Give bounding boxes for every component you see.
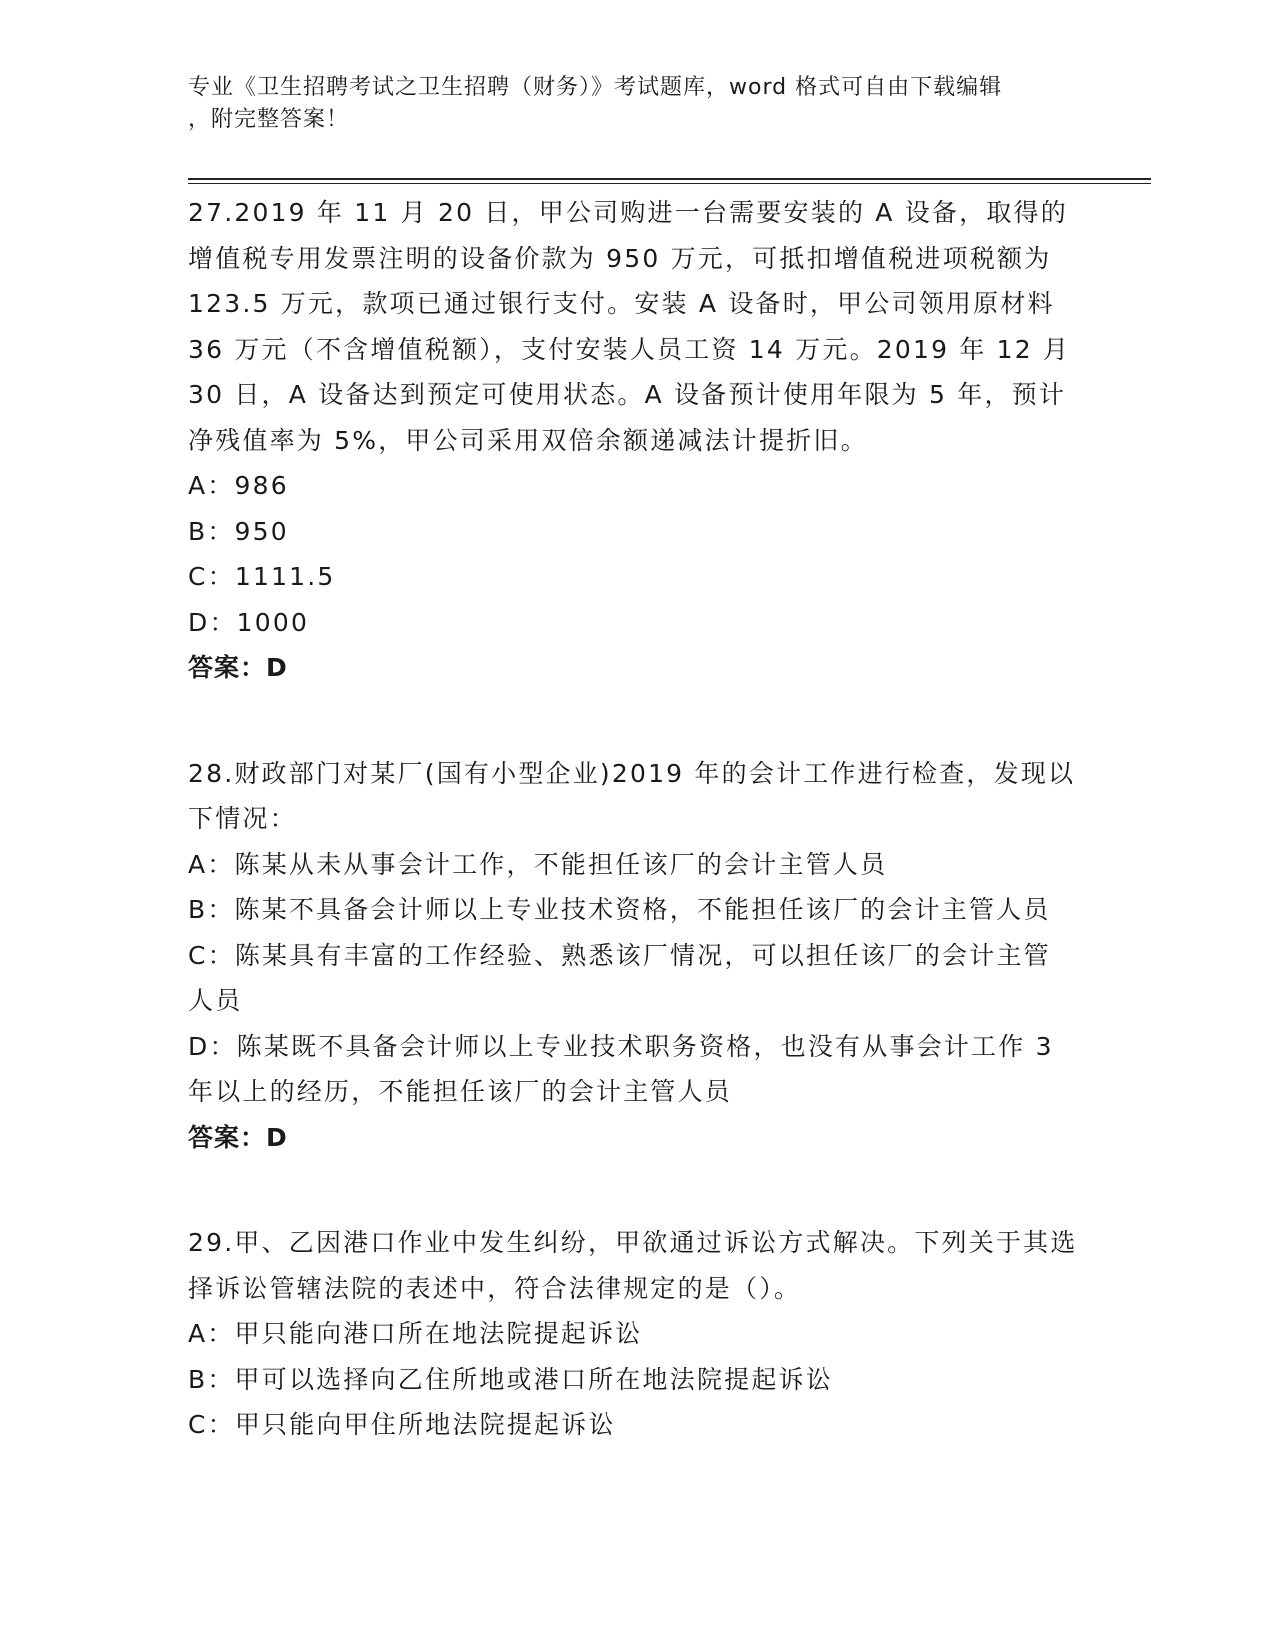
document-header	[188, 72, 1088, 136]
option-a: A：陈某从未从事会计工作，不能担任该厂的会计主管人员	[188, 849, 888, 879]
question-spacer	[188, 1160, 1078, 1220]
question-27	[188, 190, 1078, 691]
option-c: C：陈某具有丰富的工作经验、熟悉该厂情况，可以担任该厂的会计主管人员	[188, 940, 1051, 1015]
option-b: B：甲可以选择向乙住所地或港口所在地法院提起诉讼	[188, 1364, 833, 1394]
question-29	[188, 1220, 1078, 1448]
option-b: B：950	[188, 516, 289, 546]
option-a: A：甲只能向港口所在地法院提起诉讼	[188, 1319, 643, 1348]
question-stem: 27.2019 年 11 月 20 日，甲公司购进一台需要安装的 A 设备，取得的增值税专用发票注明的设备价款为 950 万元，可抵扣增值税进项税额为 123.5 万元，款项已通过银行支付。安装 A 设备时，甲公司领用原材料 36 万元（不含增值税额），支付安装人员工资 14 万元。2019 年 12 月 30 日，A 设备达到预定可使用状态。A 设备预计使用年限为 5 年，预计净残值率为 5%，甲公司采用双倍余额递减法计提折旧。	[188, 198, 1071, 455]
header-divider-thin	[188, 183, 1151, 184]
option-d: D：陈某既不具备会计师以上专业技术职务资格，也没有从事会计工作 3 年以上的经历，不能担任该厂的会计主管人员	[188, 1031, 1054, 1106]
question-list	[188, 190, 1078, 1448]
question-stem: 28.财政部门对某厂(国有小型企业)2019 年的会计工作进行检查，发现以下情况：	[188, 758, 1076, 833]
answer: 答案：D	[188, 1122, 288, 1152]
option-d: D：1000	[188, 607, 310, 637]
option-a: A：986	[188, 471, 289, 500]
option-c: C：甲只能向甲住所地法院提起诉讼	[188, 1410, 616, 1439]
question-spacer	[188, 691, 1078, 751]
header-divider-thick	[188, 178, 1151, 180]
question-stem: 29.甲、乙因港口作业中发生纠纷，甲欲通过诉讼方式解决。下列关于其选择诉讼管辖法院的表述中，符合法律规定的是（）。	[188, 1228, 1078, 1303]
answer: 答案：D	[188, 653, 288, 682]
option-b: B：陈某不具备会计师以上专业技术资格，不能担任该厂的会计主管人员	[188, 895, 1051, 924]
question-28	[188, 751, 1078, 1161]
option-c: C：1111.5	[188, 562, 336, 591]
header-line-2: ，附完整答案！	[188, 107, 350, 132]
header-line-1: 专业《卫生招聘考试之卫生招聘（财务）》考试题库，word 格式可自由下载编辑	[188, 75, 1003, 100]
